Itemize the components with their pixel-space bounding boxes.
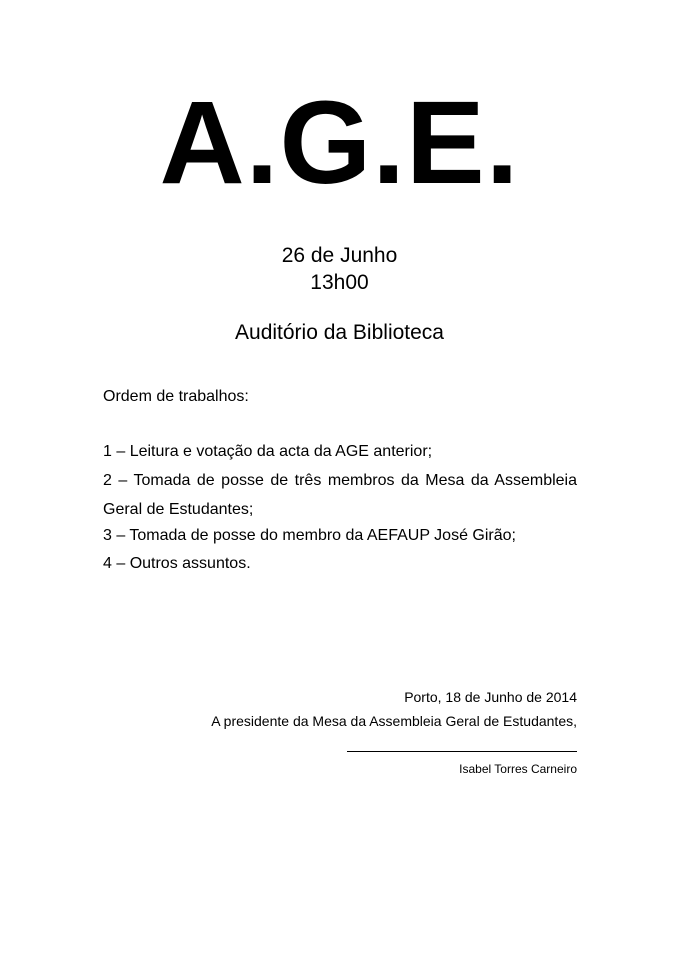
agenda-item: 3 – Tomada de posse do membro da AEFAUP José Girão; <box>103 527 516 544</box>
signature-line <box>347 751 577 752</box>
page-title: A.G.E. <box>159 77 520 209</box>
event-date: 26 de Junho <box>281 244 398 267</box>
signature-place-date: Porto, 18 de Junho de 2014 <box>404 689 577 705</box>
event-location: Auditório da Biblioteca <box>235 321 444 344</box>
agenda-item: 4 – Outros assuntos. <box>103 555 251 572</box>
signature-name: Isabel Torres Carneiro <box>459 762 577 776</box>
signature-role: A presidente da Mesa da Assembleia Geral de Estudantes, <box>211 713 577 729</box>
agenda-item: 1 – Leitura e votação da acta da AGE anterior; <box>103 443 433 460</box>
agenda-item: 2 – Tomada de posse de três membros da Mesa da Assembleia Geral de Estudantes; <box>103 472 577 518</box>
event-time: 13h00 <box>310 271 369 294</box>
agenda-heading: Ordem de trabalhos: <box>103 388 249 405</box>
